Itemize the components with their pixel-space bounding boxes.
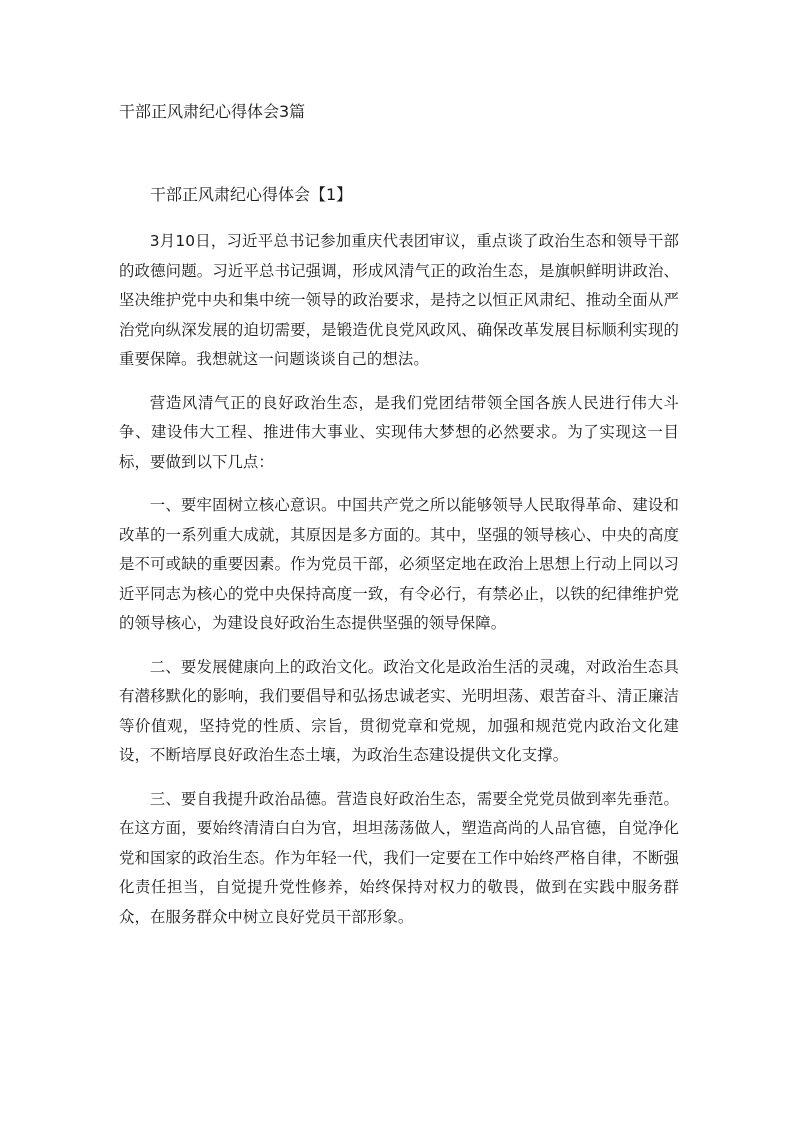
- paragraph-1: 3月10日，习近平总书记参加重庆代表团审议，重点谈了政治生态和领导干部的政德问题。习近平总书记强调，形成风清气正的政治生态，是旗帜鲜明讲政治、坚决维护党中央和集中统一领导的政治要求，是持之以恒正风肃纪、推动全面从严治党向纵深发展的迫切需要，是锻造优良党风政风、确保改革发展目标顺利实现的重要保障。我想就这一问题谈谈自己的想法。: [119, 232, 679, 368]
- document-title: 干部正风肃纪心得体会3篇: [119, 102, 306, 121]
- paragraph-3: 一、要牢固树立核心意识。中国共产党之所以能够领导人民取得革命、建设和改革的一系列重大成就，其原因是多方面的。其中，坚强的领导核心、中央的高度是不可或缺的重要因素。作为党员干部，必须坚定地在政治上思想上行动上同以习近平同志为核心的党中央保持高度一致，有令必行，有禁必止，以铁的纪律维护党的领导核心，为建设良好政治生态提供坚强的领导保障。: [119, 496, 679, 632]
- paragraph-2: 营造风清气正的良好政治生态，是我们党团结带领全国各族人民进行伟大斗争、建设伟大工程、推进伟大事业、实现伟大梦想的必然要求。为了实现这一目标，要做到以下几点：: [119, 393, 679, 471]
- paragraph-5: 三、要自我提升政治品德。营造良好政治生态，需要全党党员做到率先垂范。在这方面，要始终清清白白为官，坦坦荡荡做人，塑造高尚的人品官德，自觉净化党和国家的政治生态。作为年轻一代，我们一定要在工作中始终严格自律，不断强化责任担当，自觉提升党性修养，始终保持对权力的敬畏，做到在实践中服务群众，在服务群众中树立良好党员干部形象。: [119, 789, 679, 926]
- paragraph-4: 二、要发展健康向上的政治文化。政治文化是政治生活的灵魂，对政治生态具有潜移默化的影响，我们要倡导和弘扬忠诚老实、光明坦荡、艰苦奋斗、清正廉洁等价值观，坚持党的性质、宗旨，贯彻党章和党规，加强和规范党内政治文化建设，不断培厚良好政治生态土壤，为政治生态建设提供文化支撑。: [119, 657, 679, 764]
- section-title: 干部正风肃纪心得体会【1】: [150, 185, 353, 204]
- document-body: [119, 227, 679, 946]
